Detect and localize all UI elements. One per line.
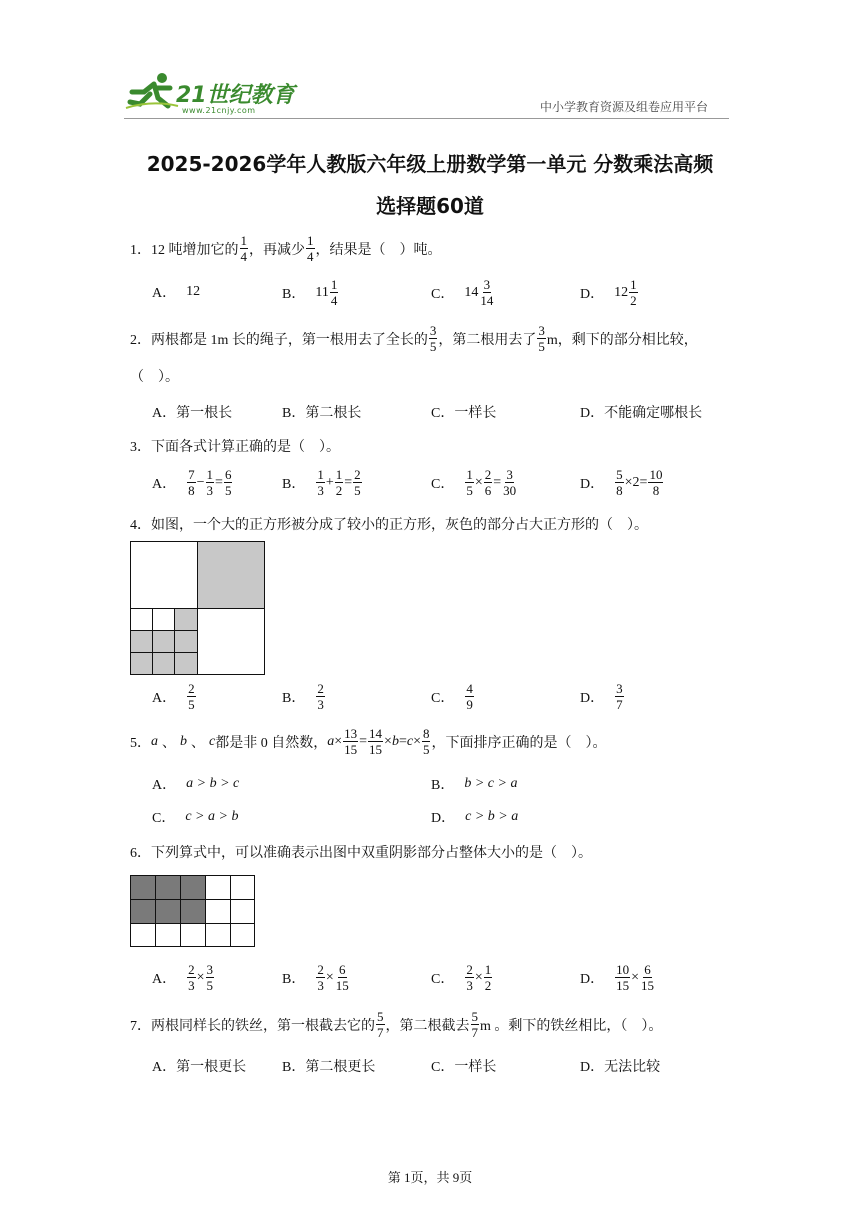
q6-option-d[interactable]: D． $\frac{10}{15}$ × $\frac{6}{15}$ xyxy=(580,962,655,993)
q4-option-d[interactable]: D． $\frac{3}{7}$ xyxy=(580,681,623,712)
header-rule xyxy=(124,118,729,119)
page-title-line1: 2025-2026学年人教版六年级上册数学第一单元 分数乘法高频 xyxy=(146,152,714,176)
platform-name: 中小学教育资源及组卷应用平台 xyxy=(540,100,709,114)
q6-option-b[interactable]: B． $\frac{2}{3}$ × $\frac{6}{15}$ xyxy=(282,962,349,993)
question-2-stem: 2．两根都是 1m 长的绳子，第一根用去了全长的 $\frac{3}{5}$ ，第二根用去了 $\frac{3}{5}$ m，剩下的部分相比较， xyxy=(130,323,698,354)
q2-option-a[interactable]: A．第一根长 xyxy=(152,406,233,421)
logo-text: 21世纪教育 xyxy=(176,83,295,108)
q2-option-c[interactable]: C．一样长 xyxy=(431,406,497,421)
question-5-stem: 5． a 、 b 、 c 都是非 0 自然数， a × $\frac{13}{15}$ = $\frac{14}{15}$ × b = c × $\frac{8}{5}$ ，下面排序正确的是（ ）。 xyxy=(130,726,607,757)
q4-option-c[interactable]: C． $\frac{4}{9}$ xyxy=(431,681,473,712)
logo-url: www.21cnjy.com xyxy=(182,106,256,115)
q3-option-a[interactable]: A． $\frac{7}{8}$ − $\frac{1}{3}$ = $\frac{6}{5}$ xyxy=(152,467,232,498)
q4-square-figure xyxy=(130,541,265,675)
q7-option-d[interactable]: D．无法比较 xyxy=(580,1060,661,1075)
fraction: $\frac{1}{4}$ xyxy=(240,233,247,264)
q1-option-c[interactable]: C． 14 $\frac{3}{14}$ xyxy=(431,277,494,308)
page-title-line2: 选择题60道 xyxy=(376,194,484,218)
q4-option-a[interactable]: A． $\frac{2}{5}$ xyxy=(152,681,195,712)
q4-cell-top-right-shaded xyxy=(197,541,265,609)
q4-cell-top-left xyxy=(130,541,198,609)
q4-option-b[interactable]: B． $\frac{2}{3}$ xyxy=(282,681,324,712)
page-number: 第 1页，共 9页 xyxy=(387,1170,473,1185)
question-4-stem: 4．如图，一个大的正方形被分成了较小的正方形，灰色的部分占大正方形的（ ）。 xyxy=(130,518,648,533)
q4-cell-bottom-right xyxy=(197,608,265,675)
fraction: $\frac{1}{4}$ xyxy=(307,233,314,264)
q1-option-a[interactable]: A． 12 xyxy=(152,284,201,301)
q5-option-b[interactable]: B． b > c > a xyxy=(431,776,518,793)
q6-rectangle-figure xyxy=(130,875,255,947)
q5-option-d[interactable]: D． c > b > a xyxy=(431,809,519,826)
q3-option-d[interactable]: D． $\frac{5}{8}$ × 2 = $\frac{10}{8}$ xyxy=(580,467,663,498)
question-6-stem: 6．下列算式中，可以准确表示出图中双重阴影部分占整体大小的是（ ）。 xyxy=(130,846,592,861)
q7-option-a[interactable]: A．第一根更长 xyxy=(152,1060,247,1075)
question-3-stem: 3．下面各式计算正确的是（ ）。 xyxy=(130,440,340,455)
q7-option-b[interactable]: B．第二根更长 xyxy=(282,1060,376,1075)
q6-option-a[interactable]: A． $\frac{2}{3}$ × $\frac{3}{5}$ xyxy=(152,962,214,993)
q3-option-b[interactable]: B． $\frac{1}{3}$ + $\frac{1}{2}$ = $\frac{2}{5}$ xyxy=(282,467,361,498)
question-1-stem: 1．12 吨增加它的 $\frac{1}{4}$ ，再减少 $\frac{1}{4}$ ，结果是（ ）吨。 xyxy=(130,233,442,264)
q5-option-c[interactable]: C． c > a > b xyxy=(152,809,239,826)
logo-runner-icon xyxy=(124,70,180,112)
question-7-stem: 7．两根同样长的铁丝，第一根截去它的 $\frac{5}{7}$ ，第二根截去 $\frac{5}{7}$ m 。剩下的铁丝相比，（ ）。 xyxy=(130,1009,663,1040)
q6-option-c[interactable]: C． $\frac{2}{3}$ × $\frac{1}{2}$ xyxy=(431,962,492,993)
q1-option-b[interactable]: B． 11 $\frac{1}{4}$ xyxy=(282,277,338,308)
question-2-stem-cont: （ ）。 xyxy=(130,370,179,385)
q2-option-d[interactable]: D．不能确定哪根长 xyxy=(580,406,703,421)
q7-option-c[interactable]: C．一样长 xyxy=(431,1060,497,1075)
q2-option-b[interactable]: B．第二根长 xyxy=(282,406,362,421)
q1-option-d[interactable]: D． 12 $\frac{1}{2}$ xyxy=(580,277,637,308)
q3-option-c[interactable]: C． $\frac{1}{5}$ × $\frac{2}{6}$ = $\frac{3}{30}$ xyxy=(431,467,517,498)
q5-option-a[interactable]: A． a > b > c xyxy=(152,776,240,793)
